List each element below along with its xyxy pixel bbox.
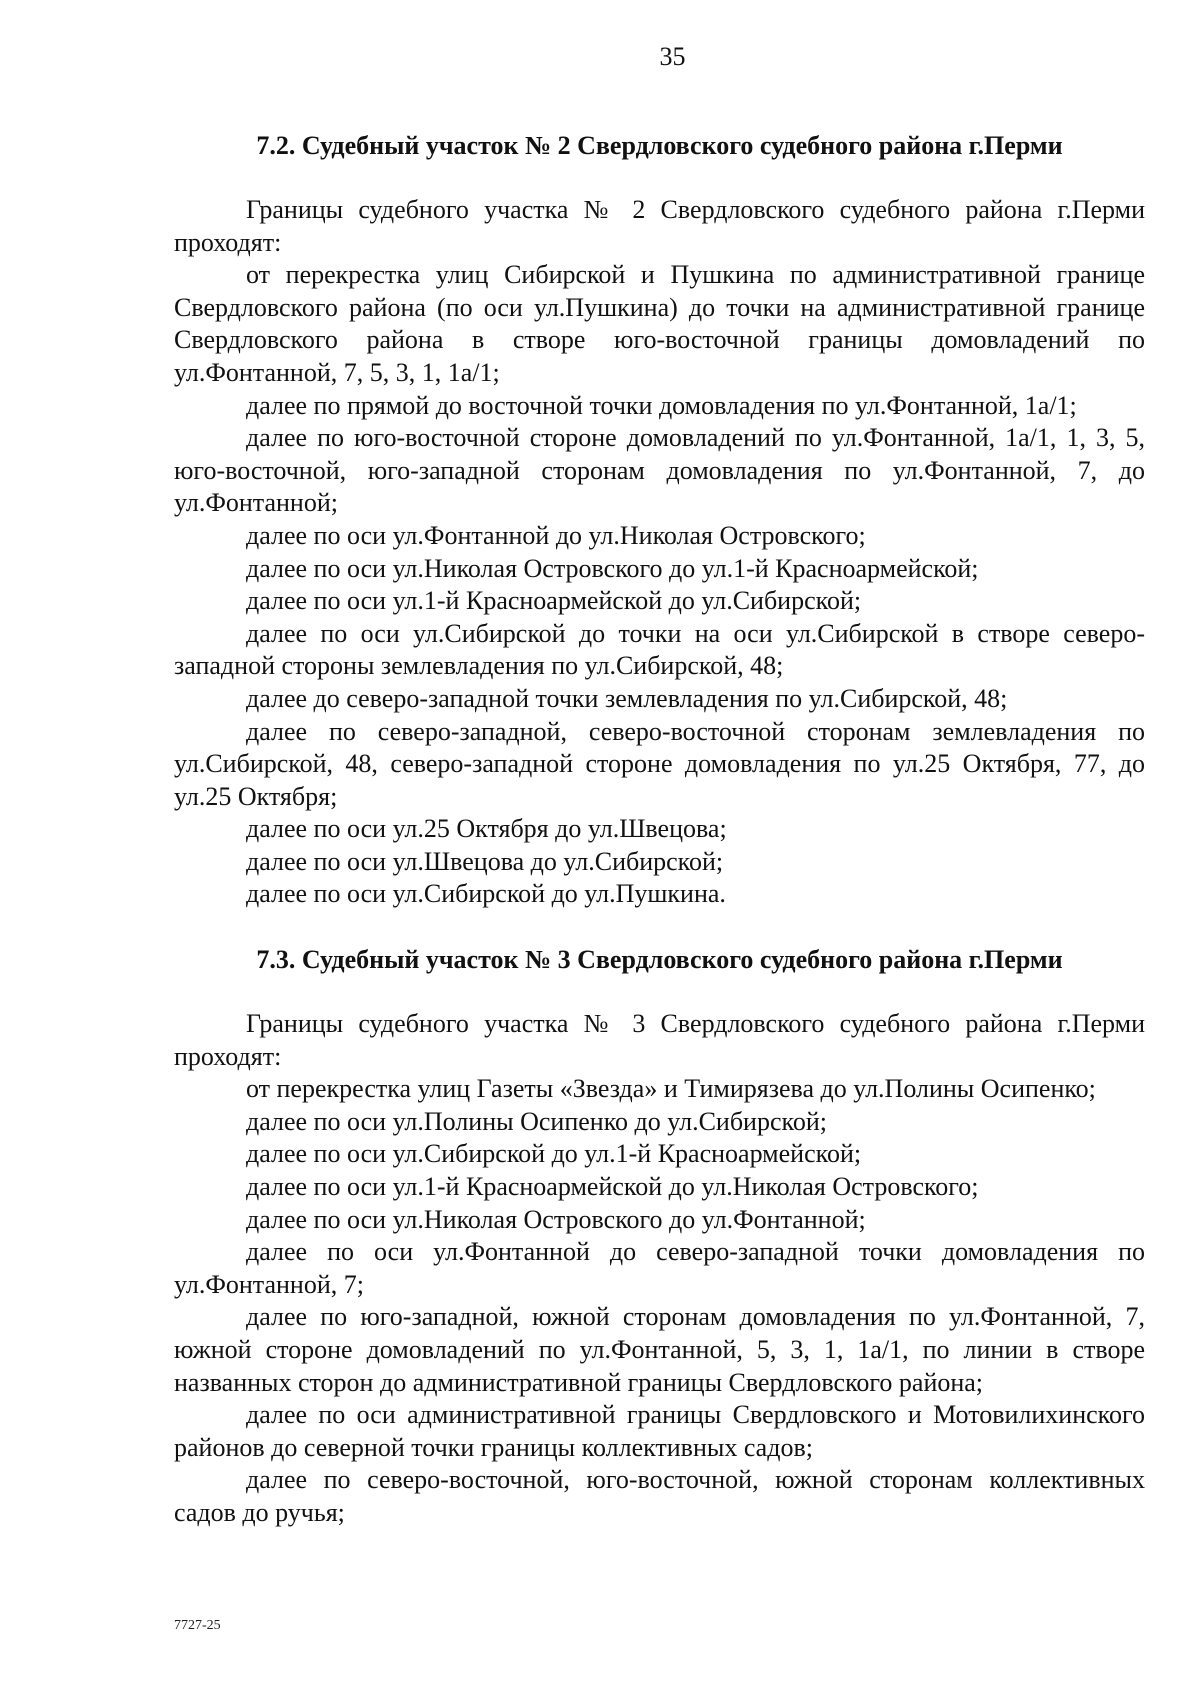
paragraph: далее до северо-западной точки землевладения по ул.Сибирской, 48; [246,683,1008,713]
paragraph: далее по прямой до восточной точки домовладения по ул.Фонтанной, 1а/1; [246,390,1077,420]
paragraph: от перекрестка улиц Сибирской и Пушкина по административной границе Свердловского района (по оси ул.Пушкина) до точки на административной границе Свердловского района в створе юго-восточной границы домовладений по ул.Фонтанной, 7, 5, 3, 1, 1а/1; [174,260,1145,387]
paragraph: далее по оси ул.Сибирской до ул.Пушкина. [246,879,726,909]
paragraph: Границы судебного участка № 3 Свердловского судебного района г.Перми проходят: [174,1009,1145,1071]
paragraph: далее по юго-восточной стороне домовладений по ул.Фонтанной, 1а/1, 1, 3, 5, юго-восточной, юго-западной сторонам домовладения по ул.Фонтанной, 7, до ул.Фонтанной; [174,423,1145,518]
document-body [174,130,1145,1530]
paragraph: далее по северо-западной, северо-восточной сторонам землевладения по ул.Сибирской, 48, северо-западной стороне домовладения по ул.25 Октября, 77, до ул.25 Октября; [174,716,1145,811]
paragraph: далее по оси ул.1-й Красноармейской до ул.Николая Островского; [246,1172,979,1202]
section-7-2-text [174,194,1145,911]
paragraph: далее по оси ул.Фонтанной до ул.Николая Островского; [246,520,866,550]
paragraph: далее по северо-восточной, юго-восточной, южной сторонам коллективных садов до ручья; [174,1465,1145,1527]
paragraph: далее по оси ул.Николая Островского до ул.Фонтанной; [246,1204,866,1234]
section-heading-7-3: 7.3. Судебный участок № 3 Свердловского судебного района г.Перми [256,945,1063,975]
paragraph: далее по оси ул.25 Октября до ул.Швецова; [246,814,727,844]
paragraph: далее по оси ул.Полины Осипенко до ул.Сибирской; [246,1106,827,1136]
paragraph: далее по оси ул.Сибирской до ул.1-й Красноармейской; [246,1139,862,1169]
paragraph: далее по оси ул.Николая Островского до ул.1-й Красноармейской; [246,553,979,583]
paragraph: далее по оси ул.Швецова до ул.Сибирской; [246,846,724,876]
paragraph: далее по оси ул.Сибирской до точки на оси ул.Сибирской в створе северо-западной стороны землевладения по ул.Сибирской, 48; [174,618,1145,681]
page-number: 35 [659,42,686,71]
section-heading-7-2: 7.2. Судебный участок № 2 Свердловского судебного района г.Перми [256,131,1063,160]
paragraph: от перекрестка улиц Газеты «Звезда» и Тимирязева до ул.Полины Осипенко; [246,1074,1096,1104]
paragraph: далее по оси административной границы Свердловского и Мотовилихинского районов до северной точки границы коллективных садов; [174,1400,1145,1462]
paragraph: далее по оси ул.Фонтанной до северо-западной точки домовладения по ул.Фонтанной, 7; [174,1237,1145,1299]
paragraph: Границы судебного участка № 2 Свердловского судебного района г.Перми проходят: [174,195,1145,257]
section-7-3-text [174,1008,1145,1530]
paragraph: далее по юго-западной, южной сторонам домовладения по ул.Фонтанной, 7, южной стороне домовладений по ул.Фонтанной, 5, 3, 1, 1а/1, по линии в створе названных сторон до административной границы Свердловского района; [174,1302,1145,1397]
document-code: 7727-25 [174,1618,221,1633]
paragraph: далее по оси ул.1-й Красноармейской до ул.Сибирской; [246,586,862,616]
